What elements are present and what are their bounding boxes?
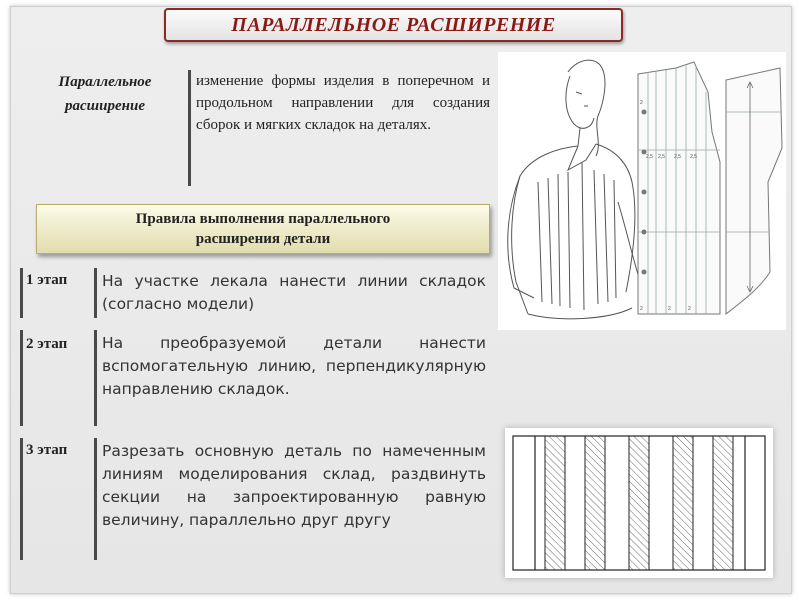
step-1-text: На участке лекала нанести линии складок (согласно модели) (102, 272, 486, 313)
small-label-2: 2 (640, 306, 643, 312)
face-outline (566, 76, 594, 128)
measure-label-3: 2,5 (674, 154, 681, 160)
shirt-sketch-svg (498, 52, 786, 330)
measure-label-4: 2,5 (690, 154, 697, 160)
step-2-label: 2 этап (26, 336, 68, 352)
pattern-piece (638, 62, 782, 314)
definition-text: изменение формы изделия в поперечном и продольном направлении для создания сборок и мягких складок на деталях. (196, 73, 490, 133)
definition-divider (188, 70, 191, 186)
strips-svg (505, 428, 773, 578)
small-label-4: 2 (688, 306, 691, 312)
step-3-divider (94, 438, 97, 560)
step-3-label: 3 этап (26, 442, 68, 458)
measure-label-2: 2,5 (658, 154, 665, 160)
slide-title-text: ПАРАЛЛЕЛЬНОЕ РАСШИРЕНИЕ (231, 13, 556, 36)
pleat-strips-illustration (505, 428, 773, 578)
definition-term-line2: расширение (65, 98, 145, 114)
small-label-3: 2 (668, 306, 671, 312)
step-2-left-bar (20, 330, 23, 426)
slide-title (164, 8, 623, 42)
step-3-text: Разрезать основную деталь по намеченным линиям моделирования склад, раздвинуть секции на запроектированную равную величину, параллельно друг другу (102, 442, 486, 529)
rules-header (36, 204, 490, 254)
step-1-label: 1 этап (26, 272, 68, 288)
step-2-text: На преобразуемой детали нанести вспомогательную линию, перпендикулярную направлению складок. (102, 334, 486, 398)
small-label-1: 2 (640, 100, 643, 106)
step-3-left-bar (20, 438, 23, 560)
shirt-pattern-illustration (498, 52, 786, 330)
measure-label-1: 2,5 (646, 154, 653, 160)
definition-term (40, 70, 170, 118)
hair-icon (568, 60, 605, 156)
step-1-divider (94, 268, 97, 318)
step-2-divider (94, 330, 97, 426)
rules-header-line1: Правила выполнения параллельного (135, 211, 391, 227)
step-1-left-bar (20, 268, 23, 318)
definition-term-line1: Параллельное (58, 74, 152, 90)
rules-header-line2: расширения детали (195, 231, 331, 247)
